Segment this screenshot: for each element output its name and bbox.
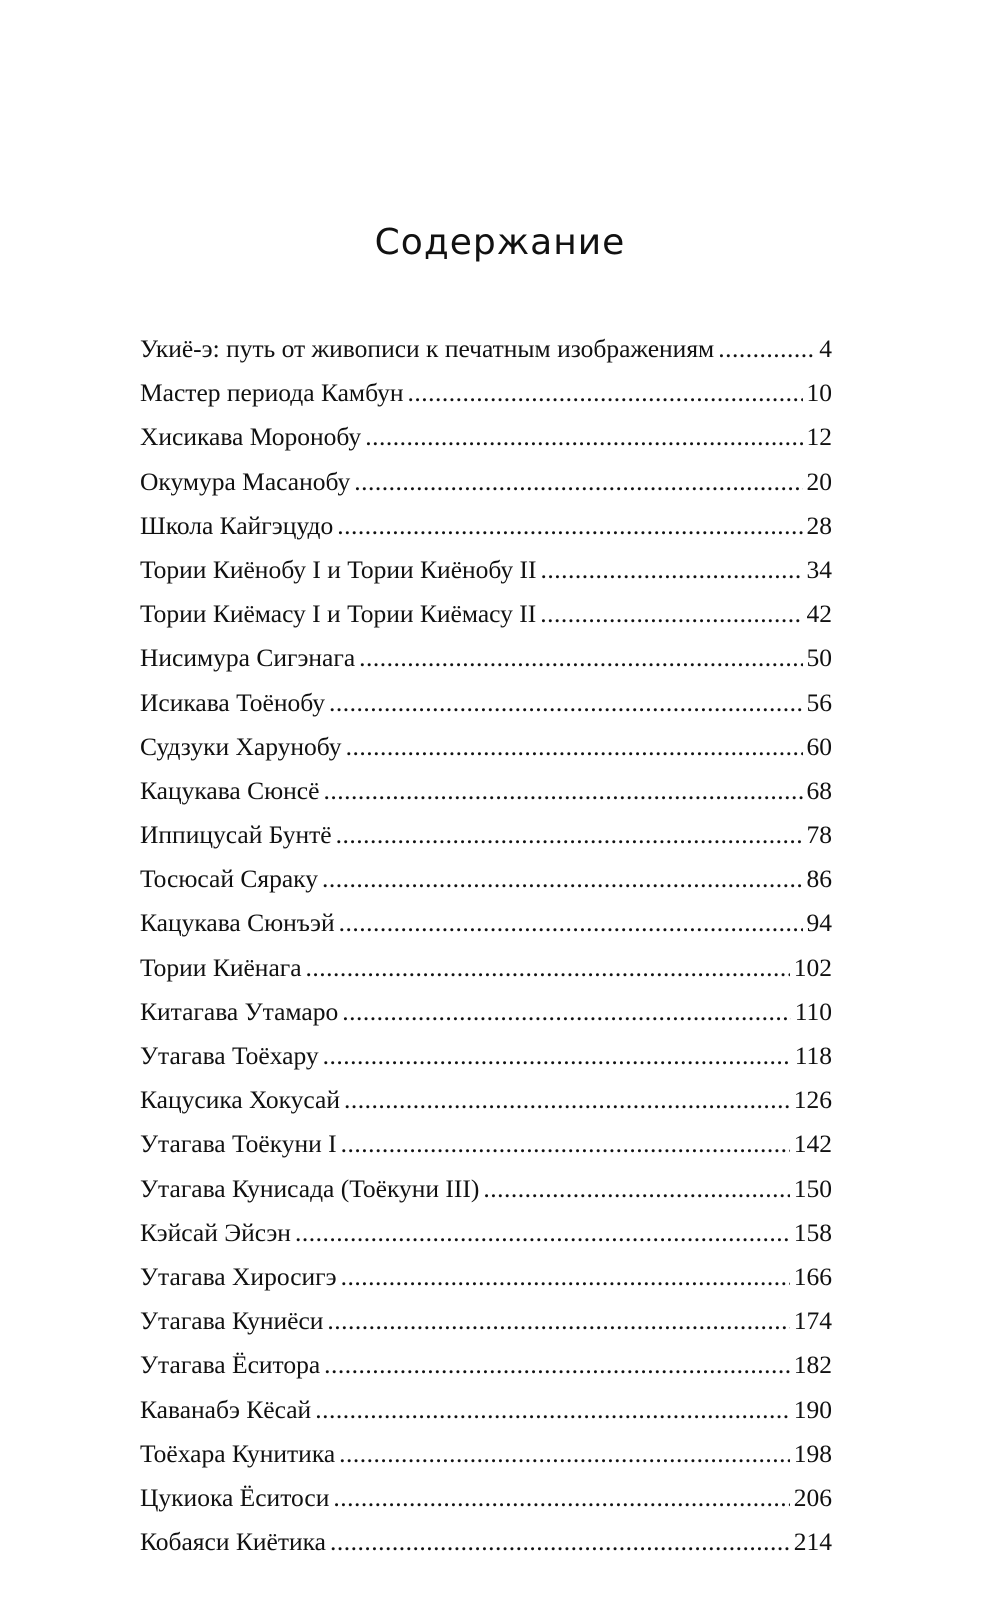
toc-entry-title: Утагава Ёситора [140, 1350, 321, 1380]
toc-entry [140, 334, 832, 378]
toc-entry-page: 68 [806, 775, 832, 805]
toc-entry-page: 10 [806, 378, 832, 408]
toc-entry-title: Исикава Тоёнобу [140, 687, 325, 717]
dot-leader [365, 422, 802, 452]
toc-entry-page: 20 [806, 466, 832, 496]
toc-entry-title: Укиё-э: путь от живописи к печатным изображениям [140, 334, 715, 363]
toc-entry-title: Кобаяси Киётика [140, 1527, 326, 1557]
toc-entry-title: Утагава Тоёхару [140, 1041, 319, 1070]
toc-entry-page: 4 [819, 334, 832, 363]
toc-entry [140, 732, 832, 776]
toc-entry [140, 599, 832, 643]
toc-entry-page: 56 [806, 687, 832, 717]
dot-leader [344, 1085, 790, 1115]
toc-entry-title: Кацукава Сюнъэй [140, 908, 335, 938]
toc-entry-page: 102 [793, 952, 832, 982]
dot-leader [329, 688, 803, 718]
dot-leader [341, 1129, 790, 1159]
dot-leader [337, 511, 802, 541]
toc-entry-page: 214 [793, 1527, 832, 1557]
dot-leader [336, 820, 803, 850]
dot-leader [718, 334, 815, 364]
toc-entry-title: Мастер периода Камбун [140, 378, 404, 408]
toc-entry [140, 422, 832, 466]
dot-leader [323, 776, 802, 806]
toc-entry [140, 864, 832, 908]
toc-entry-title: Утагава Тоёкуни I [140, 1129, 337, 1159]
toc-entry [140, 1395, 832, 1439]
toc-entry-title: Утагава Кунисада (Тоёкуни III) [140, 1173, 480, 1203]
toc-entry-title: Цукиока Ёситоси [140, 1482, 330, 1512]
dot-leader [324, 1350, 790, 1380]
toc-entry [140, 467, 832, 511]
dot-leader [315, 1395, 790, 1425]
toc-entry [140, 997, 832, 1041]
toc-entry-title: Утагава Куниёси [140, 1306, 324, 1336]
toc-entry-title: Тории Киёнага [140, 952, 302, 982]
toc-entry-title: Китагава Утамаро [140, 996, 339, 1026]
toc-entry-page: 126 [793, 1085, 832, 1115]
toc-entry-title: Тосюсай Сяраку [140, 864, 318, 894]
toc-entry-title: Окумура Масанобу [140, 466, 351, 496]
page-title: Содержание [374, 222, 626, 263]
toc-entry [140, 1483, 832, 1527]
toc-entry [140, 1306, 832, 1350]
toc-entry [140, 820, 832, 864]
toc-entry-title: Кацусика Хокусай [140, 1085, 340, 1115]
toc-entry [140, 1129, 832, 1173]
toc-entry [140, 688, 832, 732]
toc-entry-title: Школа Кайгэцудо [140, 510, 334, 540]
toc-entry-page: 174 [793, 1306, 832, 1336]
dot-leader [339, 908, 803, 938]
toc-entry-title: Утагава Хиросигэ [140, 1261, 337, 1291]
toc-entry [140, 776, 832, 820]
dot-leader [333, 1483, 789, 1513]
toc-entry [140, 511, 832, 555]
toc-entry [140, 908, 832, 952]
toc-entry [140, 1439, 832, 1483]
dot-leader [359, 643, 802, 673]
toc-entry-page: 60 [806, 731, 832, 761]
dot-leader [322, 864, 803, 894]
toc-entry [140, 1174, 832, 1218]
toc-entry [140, 1041, 832, 1085]
toc-entry-page: 182 [793, 1350, 832, 1380]
dot-leader [407, 378, 802, 408]
toc-entry-title: Судзуки Харунобу [140, 731, 342, 761]
toc-entry-title: Каванабэ Кёсай [140, 1394, 312, 1424]
toc-entry [140, 555, 832, 599]
toc-entry-page: 150 [793, 1173, 832, 1203]
toc-entry-title: Нисимура Сигэнага [140, 643, 356, 673]
toc-entry-title: Тоёхара Кунитика [140, 1438, 336, 1468]
toc-entry-page: 110 [794, 996, 832, 1026]
dot-leader [483, 1174, 789, 1204]
dot-leader [327, 1306, 789, 1336]
toc-entry-page: 198 [793, 1438, 832, 1468]
toc-entry-page: 166 [793, 1261, 832, 1291]
dot-leader [323, 1041, 791, 1071]
toc-entry-title: Тории Киёнобу I и Тории Киёнобу II [140, 554, 537, 584]
dot-leader [346, 732, 803, 762]
toc-entry-title: Хисикава Моронобу [140, 422, 362, 452]
toc-entry-page: 86 [806, 864, 832, 894]
dot-leader [541, 555, 803, 585]
dot-leader [339, 1439, 790, 1469]
toc-entry-page: 158 [793, 1217, 832, 1247]
toc-entry-page: 206 [793, 1482, 832, 1512]
toc-entry [140, 1262, 832, 1306]
table-of-contents [140, 334, 832, 1571]
toc-entry [140, 378, 832, 422]
toc-entry-page: 42 [806, 599, 832, 629]
toc-entry-page: 142 [793, 1129, 832, 1159]
toc-entry-page: 190 [793, 1394, 832, 1424]
toc-entry-title: Тории Киёмасу I и Тории Киёмасу II [140, 599, 537, 629]
dot-leader [540, 599, 802, 629]
toc-entry-page: 94 [806, 908, 832, 938]
toc-entry-page: 12 [806, 422, 832, 452]
toc-entry [140, 1350, 832, 1394]
dot-leader [341, 1262, 790, 1292]
dot-leader [295, 1218, 790, 1248]
toc-entry [140, 643, 832, 687]
toc-entry-page: 34 [806, 554, 832, 584]
toc-entry-title: Иппицусай Бунтё [140, 820, 332, 850]
toc-entry-page: 118 [794, 1041, 832, 1070]
toc-entry [140, 1527, 832, 1571]
toc-entry-page: 50 [806, 643, 832, 673]
toc-entry [140, 1085, 832, 1129]
dot-leader [342, 997, 790, 1027]
dot-leader [306, 953, 790, 983]
toc-entry [140, 1218, 832, 1262]
toc-entry [140, 953, 832, 997]
toc-entry-title: Кацукава Сюнсё [140, 775, 320, 805]
dot-leader [354, 467, 802, 497]
toc-entry-title: Кэйсай Эйсэн [140, 1217, 291, 1247]
toc-entry-page: 28 [806, 510, 832, 540]
toc-entry-page: 78 [806, 820, 832, 850]
dot-leader [330, 1527, 790, 1557]
